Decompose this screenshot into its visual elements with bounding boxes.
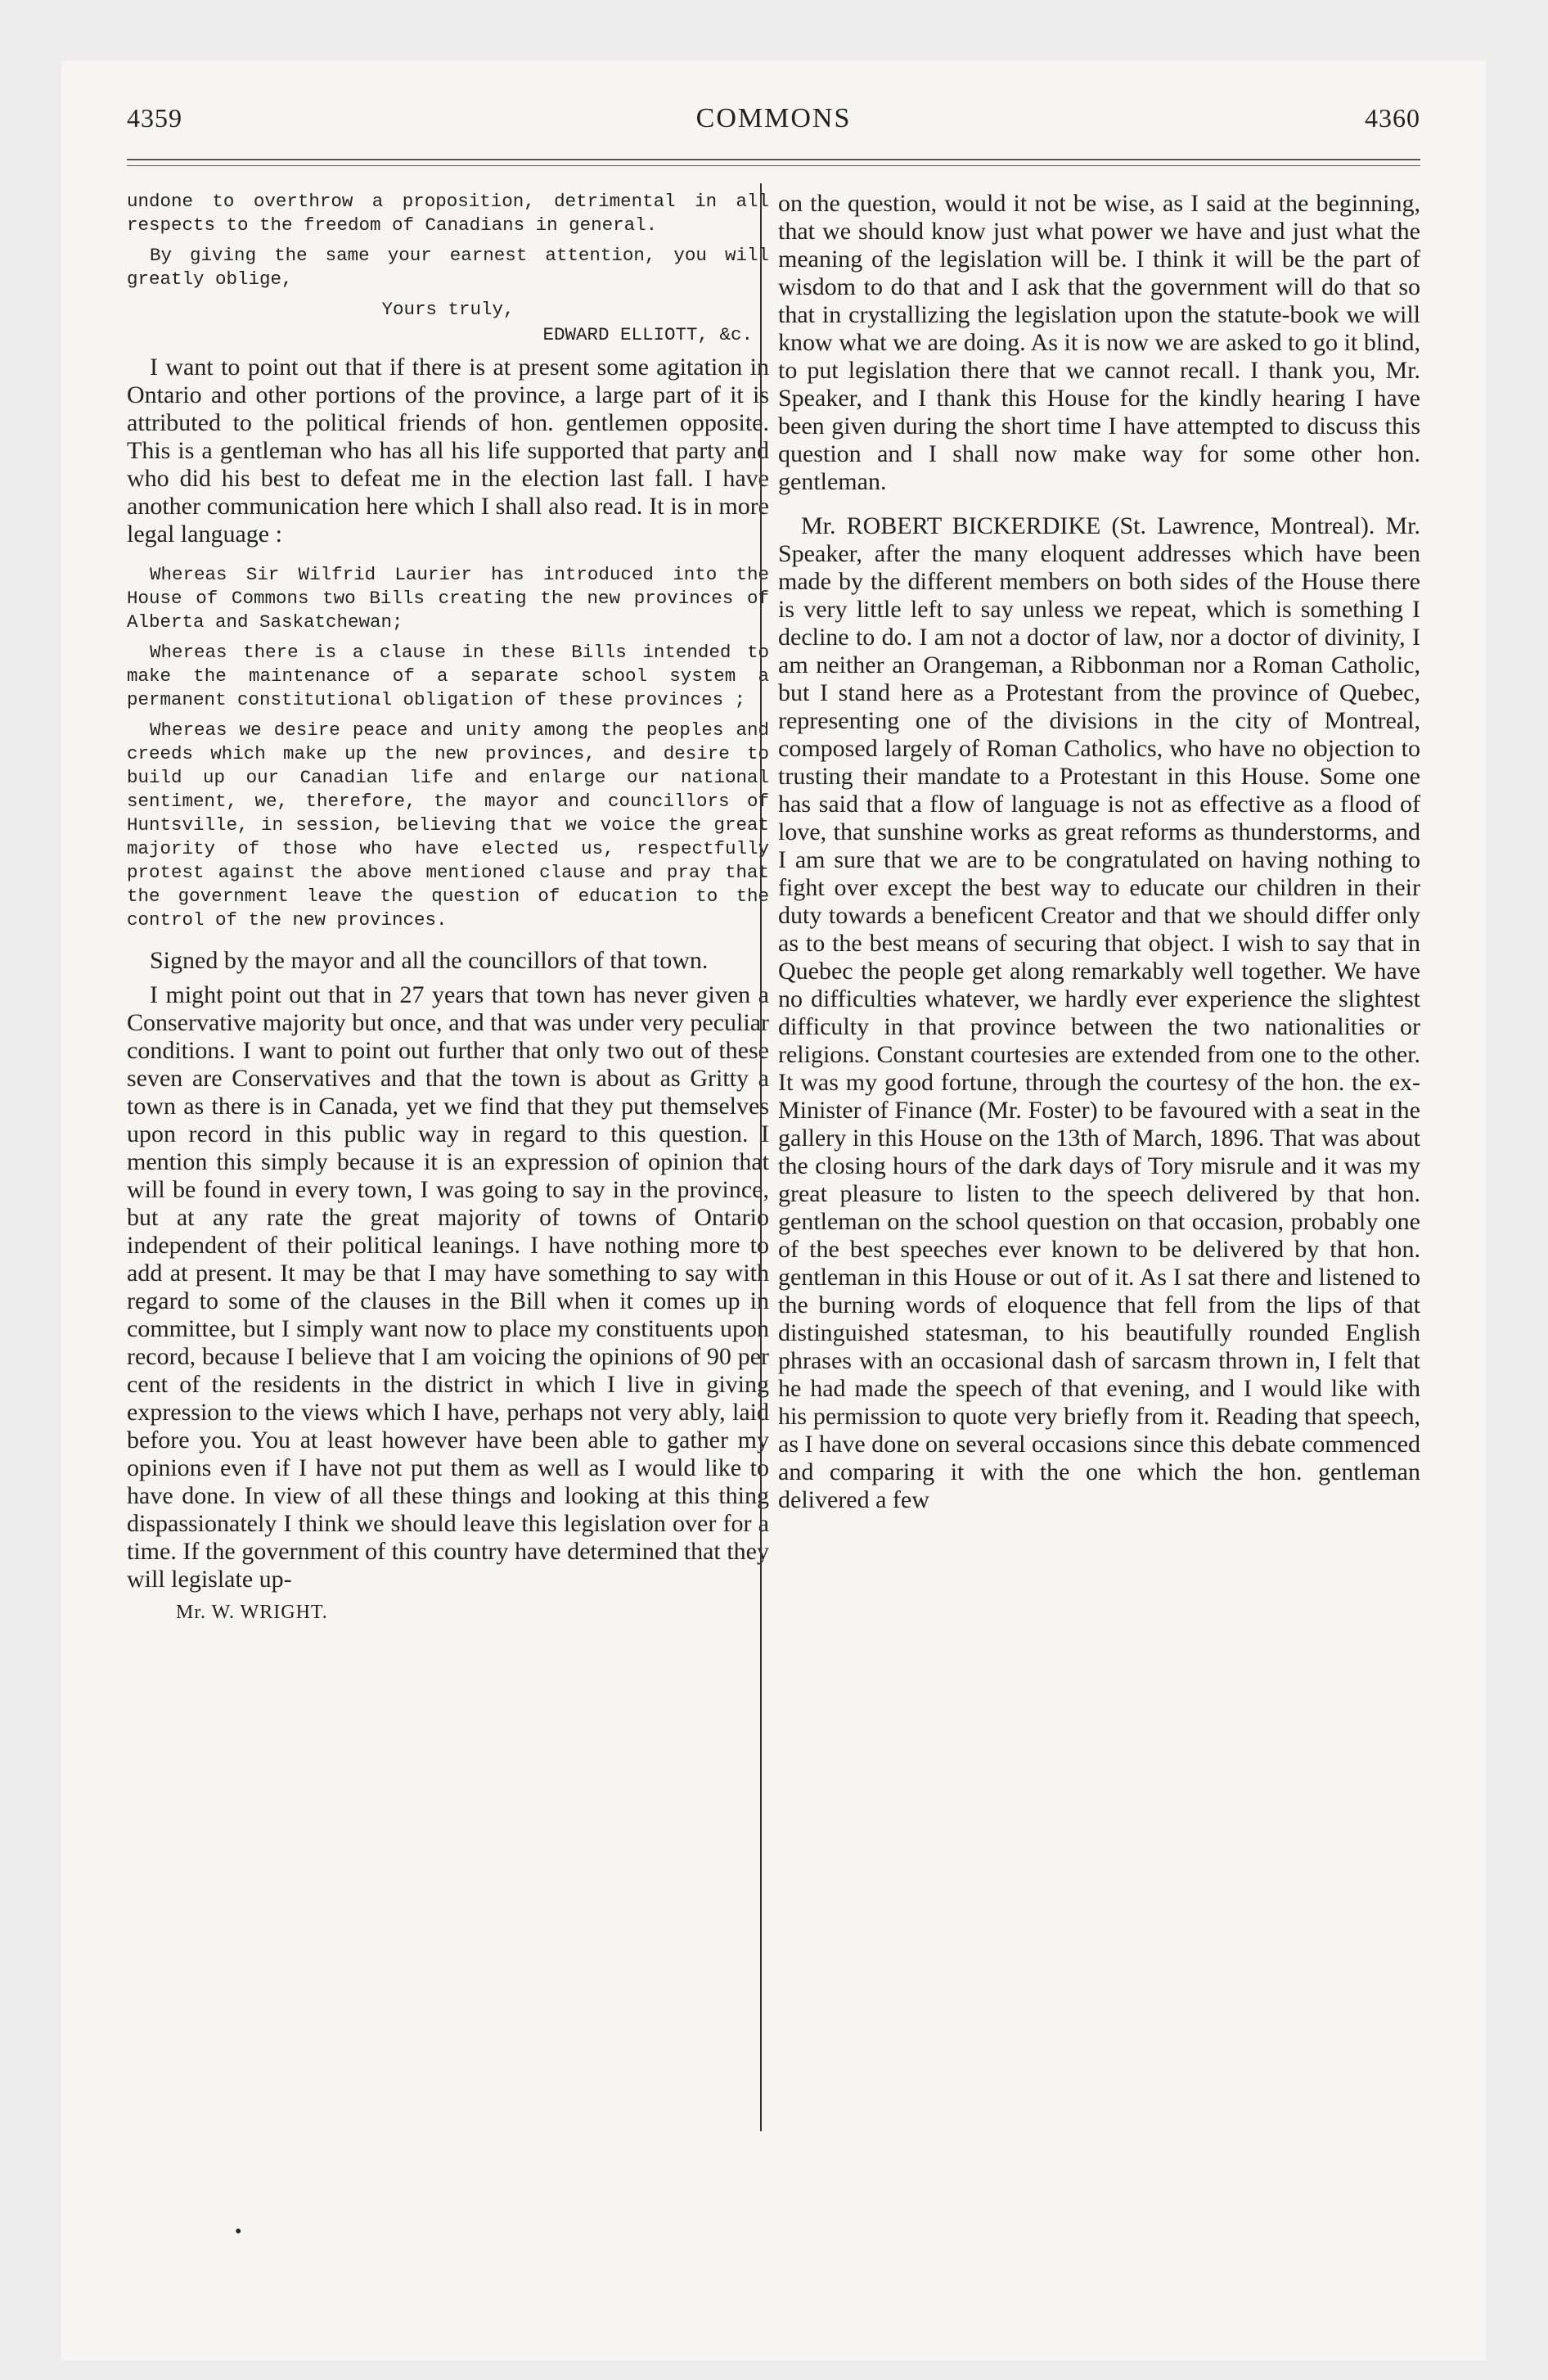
letter-closing: Yours truly, (381, 299, 515, 320)
print-mark: • (235, 2221, 242, 2243)
resolution-clause: Whereas we desire peace and unity among the peoples and creeds which make up the new provinces, and desire to build up our Canadian life and enlarge our national sentiment, we, therefore, the mayor and councillors of Huntsville, in session, believing that we voice the great majority of those who have elected us, respectfully protest against the above mentioned clause and pray that the government leave the question of education to the control of the new provinces. (127, 719, 769, 931)
speech-paragraph: I want to point out that if there is at present some agitation in Ontario and other portions of the province, a large part of it is attributed to the political friends of hon. gentlemen opposite. This is a gentleman who has all his life supported that party and who did his best to defeat me in the election last fall. I have another communication here which I shall also read. It is in more legal language : (127, 354, 769, 548)
right-column (778, 190, 1420, 2279)
header-rule-thin (127, 165, 1420, 166)
letter-signature: EDWARD ELLIOTT, &c. (542, 324, 753, 345)
letter-text: By giving the same your earnest attention, you will greatly oblige, (127, 245, 769, 290)
letter-text: undone to overthrow a proposition, detrimental in all respects to the freedom of Canadians in general. (127, 191, 769, 236)
right-page-number: 4360 (1365, 103, 1420, 133)
speech-paragraph: Mr. ROBERT BICKERDIKE (St. Lawrence, Montreal). Mr. Speaker, after the many eloquent addresses which have been made by the different members on both sides of the House there is very little left to say unless we repeat, which is something I decline to do. I am not a doctor of law, nor a doctor of divinity, I am neither an Orangeman, a Ribbonman nor a Roman Catholic, but I stand here as a Protestant from the province of Quebec, representing one of the divisions in the city of Montreal, composed largely of Roman Catholics, who have no objection to trusting their mandate to a Protestant in this House. Some one has said that a flow of language is not as effective as a flood of love, that sunshine works as great reforms as thunderstorms, and I am sure that we are to be congratulated on having nothing to fight over except the best way to educate our children in their duty towards a beneficent Creator and that we should differ only as to the best means of securing that object. I wish to say that in Quebec the people get along remarkably well together. We have no difficulties whatever, we hardly ever experience the slightest difficulty in that province between the two nationalities or religions. Constant courtesies are extended from one to the other. It was my good fortune, through the courtesy of the hon. the ex-Minister of Finance (Mr. Foster) to be favoured with a seat in the gallery in this House on the 13th of March, 1896. That was about the closing hours of the dark days of Tory misrule and it was my great pleasure to listen to the speech delivered by that hon. gentleman on the school question on that occasion, probably one of the best speeches ever known to be delivered by that hon. gentleman in this House or out of it. As I sat there and listened to the burning words of eloquence that fell from the lips of that distinguished statesman, to his beautifully rounded English phrases with an occasional dash of sarcasm thrown in, I felt that he had made the speech of that evening, and I would like with his permission to quote very briefly from it. Reading that speech, as I have done on several occasions since this debate commenced and comparing it with the one which the hon. gentleman delivered a few (778, 512, 1420, 1513)
page-header (127, 103, 1420, 144)
speech-paragraph: I might point out that in 27 years that town has never given a Conservative majority but once, and that was under very peculiar conditions. I want to point out further that only two out of these seven are Conservatives and that the town is about as Gritty a town as there is in Canada, yet we find that they put themselves upon record in this public way in regard to this question. I mention this simply because it is an expression of opinion that will be found in every town, I was going to say in the province, but at any rate the great majority of towns of Ontario independent of their political leanings. I have nothing more to add at present. It may be that I may have something to say with regard to some of the clauses in the Bill when it comes up in committee, but I simply want now to place my constituents upon record, because I believe that I am voicing the opinions of 90 per cent of the residents in the district in which I live in giving expression to the views which I have, perhaps not very ably, laid before you. You at least however have been able to gather my opinions even if I have not put them as well as I would like to have done. In view of all these things and looking at this thing dispassionately I think we should leave this legislation over for a time. If the government of this country have determined that they will legislate up- (127, 981, 769, 1593)
speaker-footer: Mr. W. WRIGHT. (176, 1602, 328, 1623)
page-title: COMMONS (695, 103, 852, 133)
header-rule (127, 159, 1420, 160)
speech-paragraph: on the question, would it not be wise, as I said at the beginning, that we should know just what power we have and just what the meaning of the legislation will be. I think it will be the part of wisdom to do that and I ask that the government will do that so that in crystallizing the legislation upon the statute-book we will know what we are doing. As it is now we are asked to go it blind, to put legislation there that we cannot recall. I thank you, Mr. Speaker, and I thank this House for the kindly hearing I have been given during the short time I have attempted to discuss this question and I shall now make way for some other hon. gentleman. (778, 190, 1420, 495)
speech-paragraph: Signed by the mayor and all the councillors of that town. (150, 947, 709, 974)
left-page-number: 4359 (127, 103, 182, 133)
resolution-clause: Whereas there is a clause in these Bills intended to make the maintenance of a separate school system a permanent constitutional obligation of these provinces ; (127, 642, 769, 710)
left-column (127, 190, 769, 2279)
column-divider (760, 183, 762, 2131)
resolution-clause: Whereas Sir Wilfrid Laurier has introduced into the House of Commons two Bills creating the new provinces of Alberta and Saskatchewan; (127, 564, 769, 633)
document-page (61, 61, 1486, 2360)
